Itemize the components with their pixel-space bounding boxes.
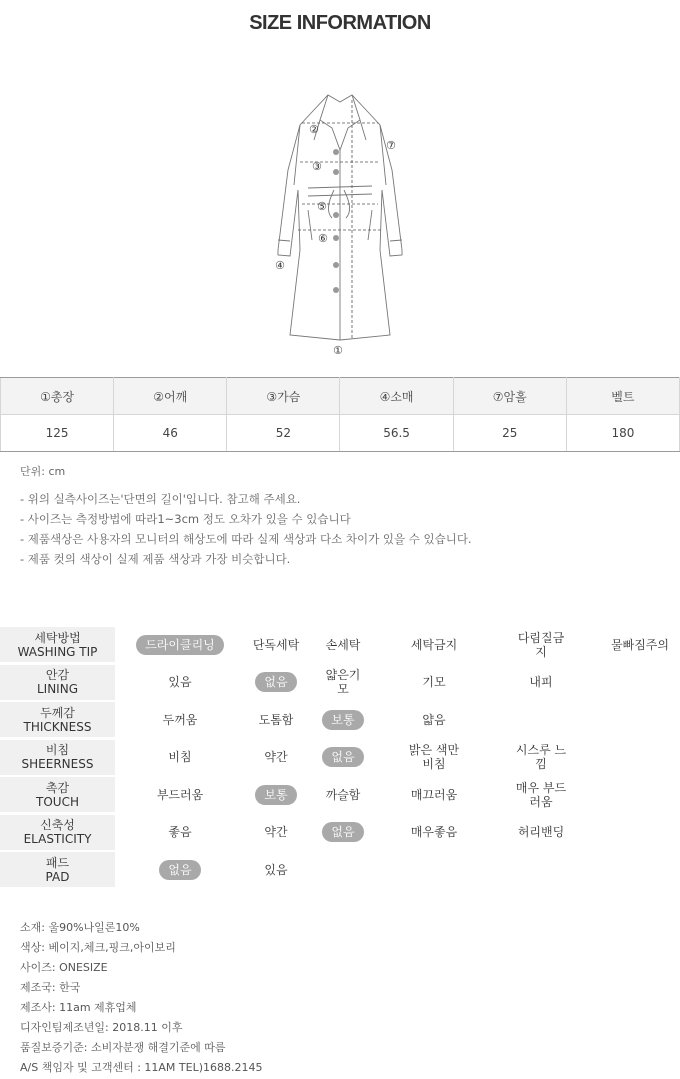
care-option-label: 도톰함 bbox=[258, 712, 294, 727]
info-item: 소재: 울90%나일론10% bbox=[20, 921, 140, 934]
care-option bbox=[600, 626, 680, 664]
coat-diagram bbox=[270, 90, 410, 360]
info-item: 제조사: 11am 제휴업체 bbox=[20, 1001, 137, 1014]
care-option bbox=[125, 776, 235, 814]
care-row bbox=[0, 814, 680, 852]
care-option-label: 얇음 bbox=[422, 712, 446, 727]
care-option bbox=[394, 814, 474, 852]
care-label-en: SHEERNESS bbox=[21, 757, 94, 771]
care-option-label: 까슬함 bbox=[325, 787, 361, 802]
care-option-label: 손세탁 bbox=[325, 637, 361, 652]
care-option-label: 물빠짐주의 bbox=[611, 637, 669, 652]
size-header-cell: 벨트 bbox=[566, 378, 679, 415]
info-item: 제조국: 한국 bbox=[20, 981, 81, 994]
care-option-label: 내피 bbox=[529, 675, 553, 690]
product-info bbox=[20, 918, 263, 1078]
size-table-header-row bbox=[1, 378, 680, 415]
size-value-cell: 56.5 bbox=[340, 415, 453, 452]
care-row bbox=[0, 776, 680, 814]
care-option bbox=[505, 664, 577, 702]
care-label-en: PAD bbox=[45, 869, 70, 884]
note-item: - 제품 컷의 색상이 실제 제품 색상과 가장 비슷합니다. bbox=[20, 552, 291, 566]
care-label-ko: 패드 bbox=[45, 855, 70, 870]
care-option bbox=[312, 664, 374, 702]
care-label-en: ELASTICITY bbox=[23, 832, 92, 846]
care-option-label: 좋음 bbox=[168, 825, 192, 840]
marker-2: ② bbox=[309, 123, 319, 136]
care-option-label: 세탁금지 bbox=[410, 637, 458, 652]
care-option-label: 약간 bbox=[264, 825, 288, 840]
care-row-label bbox=[0, 665, 115, 700]
care-option bbox=[125, 739, 235, 777]
care-option-selected: 없음 bbox=[322, 822, 363, 842]
care-label-en: WASHING TIP bbox=[17, 644, 98, 659]
care-row-label bbox=[0, 777, 115, 812]
size-header-cell: ③가슴 bbox=[227, 378, 340, 415]
care-option bbox=[312, 814, 374, 852]
care-row-label bbox=[0, 702, 115, 737]
size-value-cell: 125 bbox=[1, 415, 114, 452]
care-option bbox=[125, 701, 235, 739]
care-option bbox=[125, 626, 235, 664]
page-title: SIZE INFORMATION bbox=[249, 12, 431, 34]
care-option-label: 다림질금지 bbox=[517, 630, 565, 659]
care-label-en: TOUCH bbox=[36, 794, 79, 809]
marker-1: ① bbox=[333, 344, 343, 357]
marker-6: ⑥ bbox=[318, 232, 328, 245]
info-item: A/S 책임자 및 고객센터 : 11AM TEL)1688.2145 bbox=[20, 1061, 263, 1074]
care-label-ko: 신축성 bbox=[40, 818, 75, 832]
info-item: 사이즈: ONESIZE bbox=[20, 961, 108, 974]
size-header-cell: ①총장 bbox=[1, 378, 114, 415]
marker-3: ③ bbox=[312, 160, 322, 173]
care-row-label bbox=[0, 627, 115, 662]
care-option-label: 있음 bbox=[264, 862, 288, 877]
care-option bbox=[240, 851, 312, 889]
size-table-value-row bbox=[1, 415, 680, 452]
care-option bbox=[505, 776, 577, 814]
care-label-ko: 촉감 bbox=[45, 780, 70, 795]
care-option-label: 두꺼움 bbox=[162, 712, 198, 727]
care-option-label: 약간 bbox=[264, 750, 288, 765]
note-item: - 사이즈는 측정방법에 따라1~3cm 정도 오차가 있을 수 있습니다 bbox=[20, 512, 351, 526]
care-option-label: 기모 bbox=[422, 675, 446, 690]
care-option bbox=[394, 664, 474, 702]
care-option-label: 매끄러움 bbox=[410, 787, 458, 802]
care-option bbox=[505, 739, 577, 777]
care-label-ko: 안감 bbox=[45, 668, 70, 682]
marker-7: ⑦ bbox=[386, 139, 396, 152]
care-option bbox=[125, 814, 235, 852]
care-option bbox=[240, 814, 312, 852]
care-option-label: 비침 bbox=[168, 750, 192, 765]
marker-5: ⑤ bbox=[317, 200, 327, 213]
care-label-ko: 두께감 bbox=[40, 705, 75, 720]
care-option bbox=[312, 776, 374, 814]
size-value-cell: 46 bbox=[114, 415, 227, 452]
care-option-selected: 보통 bbox=[322, 710, 363, 730]
care-option-selected: 없음 bbox=[322, 747, 363, 767]
size-header-cell: ②어깨 bbox=[114, 378, 227, 415]
size-value-cell: 180 bbox=[566, 415, 679, 452]
care-option-selected: 없음 bbox=[159, 860, 200, 880]
care-option bbox=[312, 626, 374, 664]
care-option-selected: 보통 bbox=[255, 785, 296, 805]
care-row-label bbox=[0, 815, 115, 850]
care-row bbox=[0, 701, 680, 739]
size-header-cell: ⑦암홀 bbox=[453, 378, 566, 415]
care-option bbox=[394, 739, 474, 777]
care-option-label: 시스루 느낌 bbox=[515, 743, 567, 772]
care-option bbox=[394, 701, 474, 739]
care-option bbox=[240, 626, 312, 664]
care-option-selected: 없음 bbox=[255, 672, 296, 692]
care-row bbox=[0, 739, 680, 777]
care-option bbox=[312, 701, 374, 739]
care-option-label: 매우좋음 bbox=[410, 825, 458, 840]
care-option bbox=[125, 851, 235, 889]
care-option-label: 부드러움 bbox=[156, 787, 204, 802]
care-row-label bbox=[0, 740, 115, 775]
care-option bbox=[394, 776, 474, 814]
care-option bbox=[394, 626, 474, 664]
info-item: 디자인팀제조년일: 2018.11 이후 bbox=[20, 1021, 183, 1034]
care-label-en: LINING bbox=[36, 682, 78, 696]
care-option bbox=[240, 739, 312, 777]
care-option bbox=[312, 739, 374, 777]
care-label-ko: 비침 bbox=[45, 743, 70, 757]
care-option-label: 단독세탁 bbox=[252, 637, 300, 652]
size-value-cell: 25 bbox=[453, 415, 566, 452]
care-option-label: 허리밴딩 bbox=[517, 825, 565, 840]
size-header-cell: ④소매 bbox=[340, 378, 453, 415]
care-row bbox=[0, 626, 680, 664]
care-label-ko: 세탁방법 bbox=[34, 630, 81, 645]
care-row bbox=[0, 851, 680, 889]
care-option bbox=[240, 664, 312, 702]
care-grid bbox=[0, 626, 680, 889]
care-option bbox=[240, 776, 312, 814]
marker-4: ④ bbox=[275, 259, 285, 272]
info-item: 색상: 베이지,체크,핑크,아이보리 bbox=[20, 941, 176, 954]
care-option-selected: 드라이클리닝 bbox=[136, 635, 224, 655]
note-item: - 제품색상은 사용자의 모니터의 해상도에 따라 실제 색상과 다소 차이가 있을 수 있습니다. bbox=[20, 532, 472, 546]
care-option bbox=[240, 701, 312, 739]
care-option-label: 매우 부드러움 bbox=[515, 780, 567, 809]
care-row bbox=[0, 664, 680, 702]
care-option bbox=[125, 664, 235, 702]
note-item: - 위의 실측사이즈는'단면의 길이'입니다. 참고해 주세요. bbox=[20, 492, 301, 506]
info-item: 품질보증기준: 소비자분쟁 해결기준에 따름 bbox=[20, 1041, 226, 1054]
care-option bbox=[505, 626, 577, 664]
care-option-label: 있음 bbox=[168, 675, 192, 690]
size-value-cell: 52 bbox=[227, 415, 340, 452]
care-option-label: 얇은기모 bbox=[325, 668, 361, 697]
size-notes bbox=[20, 489, 472, 569]
care-label-en: THICKNESS bbox=[23, 719, 92, 734]
care-row-label bbox=[0, 852, 115, 887]
care-option-label: 밝은 색만 비침 bbox=[408, 743, 460, 772]
unit-label: 단위: cm bbox=[20, 465, 66, 478]
care-option bbox=[505, 814, 577, 852]
size-table bbox=[0, 377, 680, 452]
